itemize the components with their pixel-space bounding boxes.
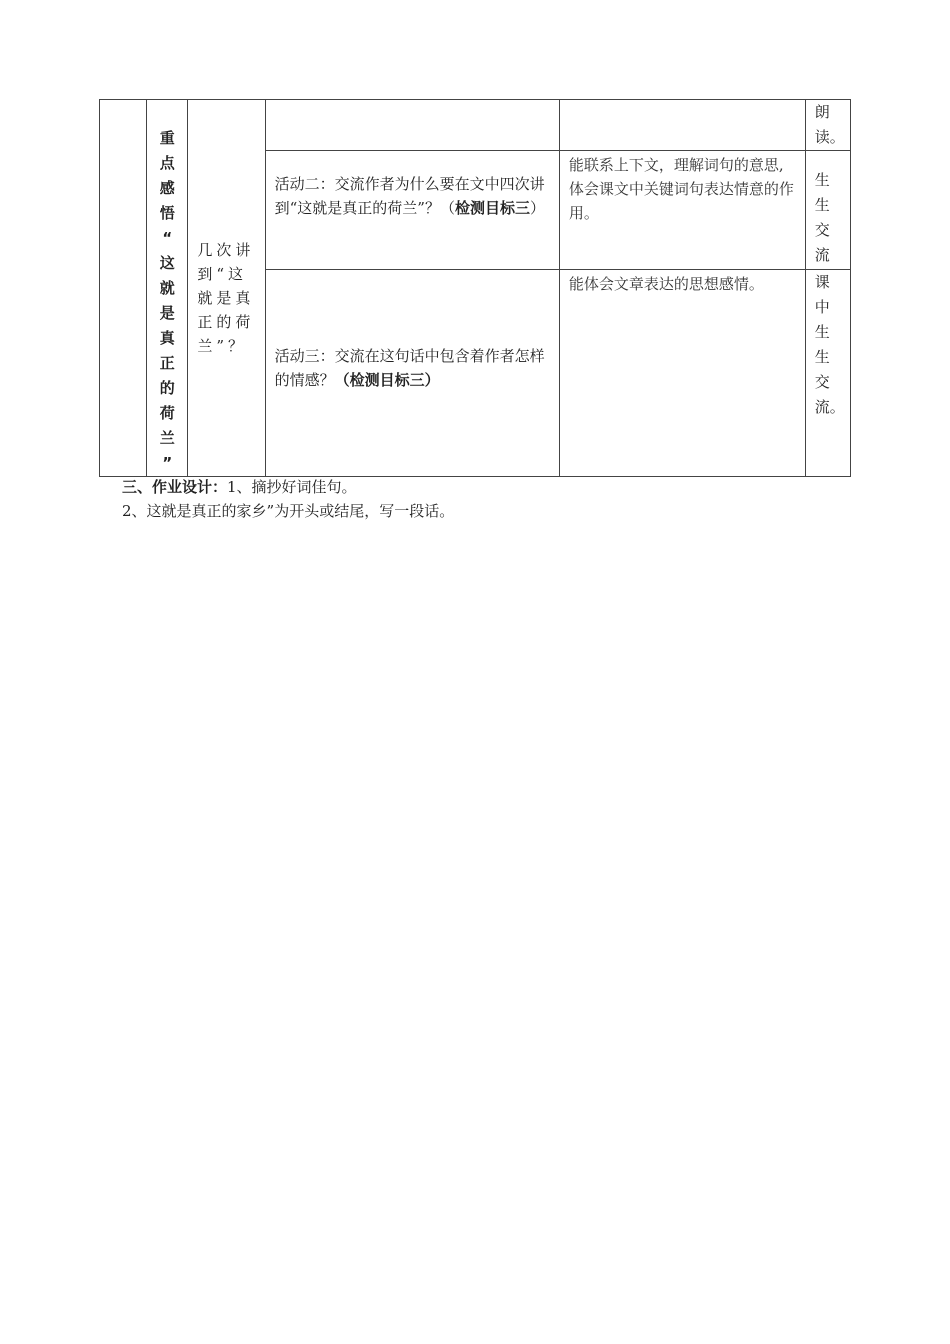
note-cell-3 (805, 269, 850, 476)
section-label-cell (147, 100, 188, 477)
section-label-char: 感 (159, 179, 175, 197)
activity-2-cell (265, 151, 559, 270)
note-1 (806, 100, 850, 150)
section-label-char: 点 (159, 154, 175, 172)
note-2-char: 交 (814, 221, 830, 240)
topic-text: 几次讲到“这就是真正的荷兰”？ (197, 241, 255, 355)
activity-cell-empty (265, 100, 559, 151)
note-3 (806, 270, 850, 420)
note-1-char: 朗 (814, 103, 830, 121)
note-2-char: 生 (814, 196, 830, 215)
section-label-char: 真 (159, 329, 175, 347)
activity-3-target: （检测目标三） (334, 370, 440, 389)
goal-2-text: 能联系上下文，理解词句的意思,体会课文中关键词句表达情意的作用。 (568, 156, 794, 223)
goal-cell-empty (559, 100, 805, 151)
table-row-1 (100, 100, 851, 151)
activity-2-text (266, 151, 559, 220)
homework-line-1 (122, 476, 357, 498)
homework-heading: 三、作业设计： (122, 478, 228, 496)
section-label-char: 这 (159, 254, 175, 272)
section-label-char: “ (162, 229, 173, 247)
activity-3-body: 活动三：交流在这句话中包含着作者怎样的情感？ (274, 346, 545, 389)
note-2 (806, 151, 850, 268)
note-3-char: 交 (814, 372, 830, 391)
section-label-char: 荷 (159, 404, 175, 422)
note-1-char: 读。 (814, 128, 845, 146)
activity-2-target: 检测目标三 (454, 199, 530, 218)
section-label-char: ” (162, 454, 173, 472)
goal-3-text: 能体会文章表达的思想感情。 (568, 274, 764, 293)
section-label-char: 悟 (159, 204, 175, 222)
note-3-char: 生 (814, 347, 830, 366)
note-3-char: 中 (814, 297, 830, 316)
activity-2-close: ） (530, 199, 546, 218)
section-label-char: 是 (159, 304, 175, 322)
note-cell-2 (805, 151, 850, 270)
homework-item-2: 2、这就是真正的家乡”为开头或结尾，写一段话。 (122, 502, 455, 520)
section-label-char: 重 (159, 129, 175, 147)
topic-cell (188, 100, 265, 477)
homework-line-2 (122, 500, 454, 522)
activity-2-body: 活动二：交流作者为什么要在文中四次讲到“这就是真正的荷兰”？（ (274, 175, 545, 218)
note-3-char: 生 (814, 322, 830, 341)
note-2-char: 生 (814, 171, 830, 190)
section-label-char: 就 (159, 279, 175, 297)
homework-item-1: 1、摘抄好词佳句。 (227, 478, 357, 496)
activity-3-cell (265, 269, 559, 476)
note-3-char: 流。 (814, 397, 845, 416)
note-cell-1 (805, 100, 850, 151)
note-3-char: 课 (814, 272, 830, 291)
section-label-char: 的 (159, 379, 175, 397)
goal-2-cell (559, 151, 805, 270)
goal-3-cell (559, 269, 805, 476)
section-label (147, 100, 187, 476)
note-2-char: 流 (814, 246, 830, 265)
section-label-char: 兰 (159, 429, 175, 447)
activity-3-text (266, 270, 559, 392)
section-label-char: 正 (159, 354, 175, 372)
lesson-plan-table (99, 99, 851, 477)
blank-first-column-cell (100, 100, 147, 477)
